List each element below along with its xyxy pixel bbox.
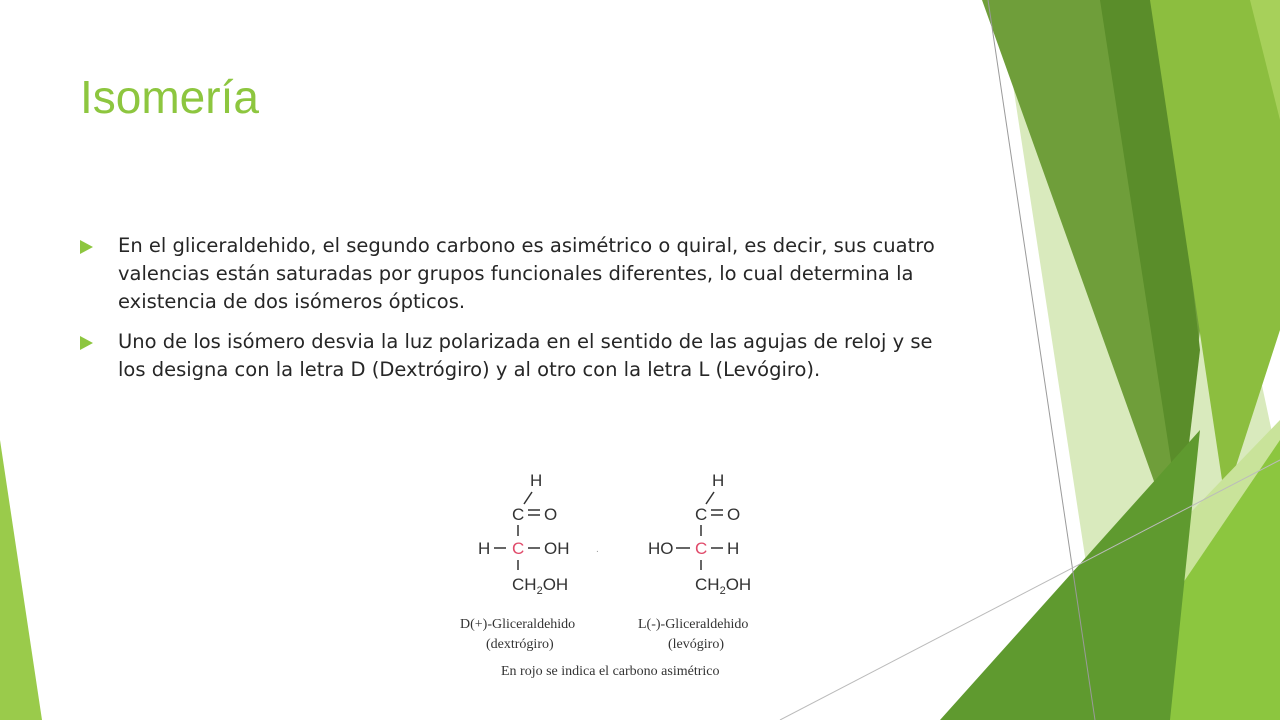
ch2oh-subscript: 2 [719,585,726,597]
group-ho: HO [648,539,674,558]
ch2oh-oh: OH [725,575,752,594]
l-glyceraldehyde-structure [648,471,751,597]
ch2oh-oh: OH [542,575,569,594]
group-ch2oh [695,575,751,597]
caption-d-type: (dextrógiro) [486,637,554,652]
caption-l-type: (levógiro) [668,637,724,652]
arrow-right-icon [80,336,93,350]
caption-l-name: L(-)-Gliceraldehido [638,617,749,632]
bullet-text: Uno de los isómero desvia la luz polarizada en el sentido de las agujas de reloj y se los designa con la letra D (Dextrógiro) y al otro con la letra L (Levógiro). [118,330,933,381]
asymmetric-carbon: C [512,539,525,558]
bullet-text: En el gliceraldehido, el segundo carbono es asimétrico o quiral, es decir, sus cuatro valencias están saturadas por grupos funcionales diferentes, lo cual determina la existencia de dos isómeros ópticos. [118,234,935,313]
asymmetric-carbon: C [695,539,708,558]
group-ch2oh [512,575,568,597]
glyceraldehyde-figure [450,462,790,692]
bond [524,492,532,504]
bullet-list [80,232,940,396]
atom-h-top: H [530,471,543,490]
ch2oh-ch: CH [512,575,537,594]
atom-o: O [544,505,558,524]
decor-left-strip [0,440,42,720]
atom-c1: C [512,505,525,524]
separator-dot: . [596,544,599,555]
d-glyceraldehyde-structure [478,471,570,597]
ch2oh-ch: CH [695,575,720,594]
bullet-item [80,328,940,384]
atom-c1: C [695,505,708,524]
group-oh: OH [544,539,570,558]
atom-h-right: H [727,539,740,558]
atom-h-top: H [712,471,725,490]
figure-footer-caption: En rojo se indica el carbono asimétrico [501,664,720,679]
atom-h-left: H [478,539,491,558]
bullet-item [80,232,940,316]
atom-o: O [727,505,741,524]
ch2oh-subscript: 2 [536,585,543,597]
arrow-right-icon [80,240,93,254]
caption-d-name: D(+)-Gliceraldehido [460,617,576,632]
bond [706,492,714,504]
slide-title: Isomería [80,71,259,123]
decor-bottom-dark [940,430,1200,720]
